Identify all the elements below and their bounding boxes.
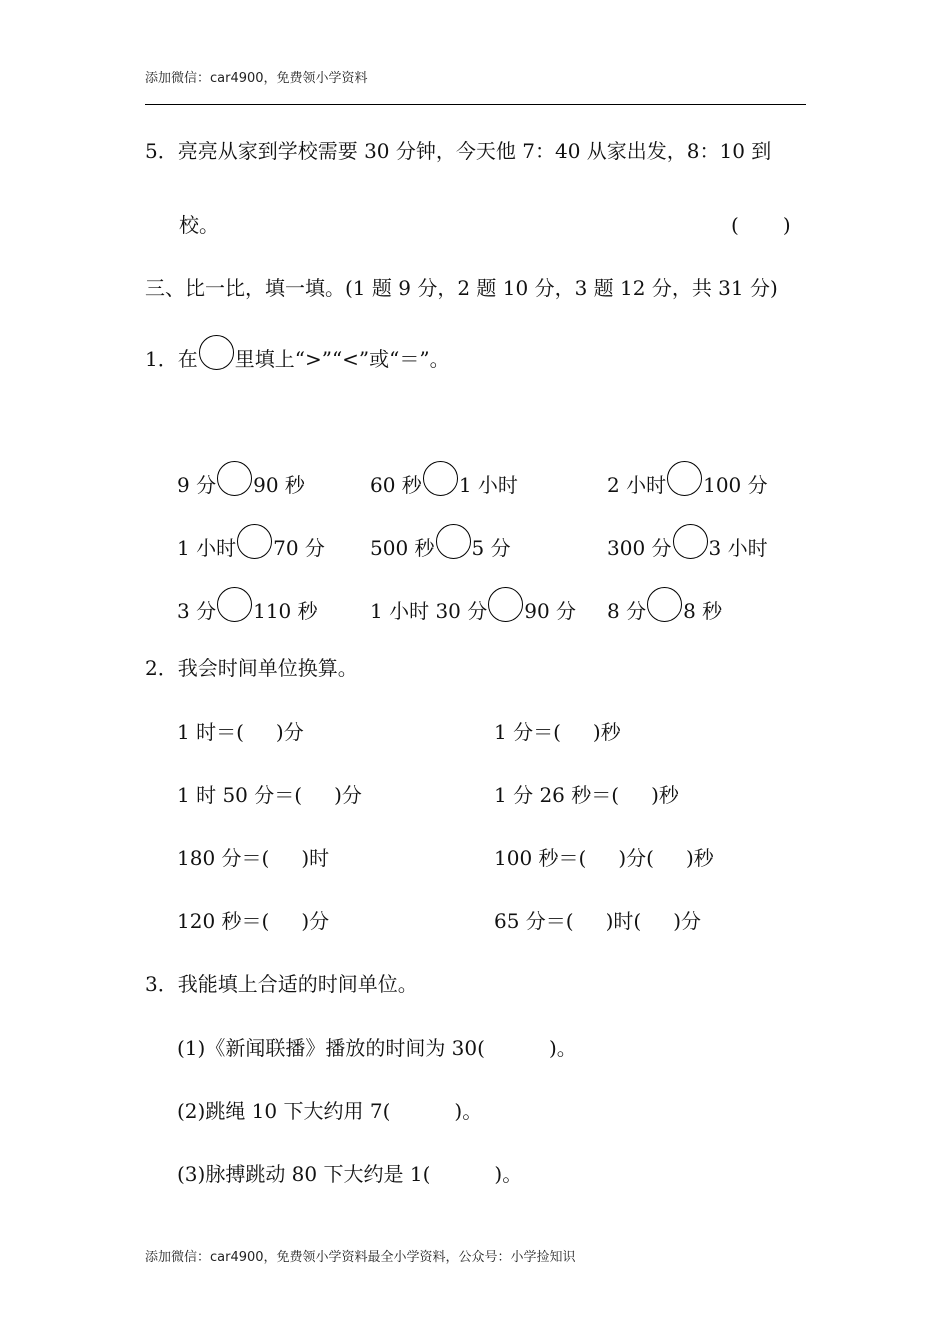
section3-title: 三、比一比，填一填。(1 题 9 分，2 题 10 分，3 题 12 分，共 31 分)	[145, 276, 778, 300]
answer-circle[interactable]	[217, 587, 252, 622]
answer-circle[interactable]	[217, 461, 252, 496]
footer-text: 添加微信：car4900，免费领小学资料最全小学资料，公众号：小学捡知识	[145, 1250, 576, 1265]
compare-item: 2 小时 100 分	[607, 469, 768, 504]
p2-title: 2．我会时间单位换算。	[145, 656, 358, 680]
conversion-item: 1 时＝( )分	[177, 720, 304, 744]
unit-item: (2)跳绳 10 下大约用 7( )。	[177, 1099, 483, 1123]
p3-title: 3．我能填上合适的时间单位。	[145, 972, 418, 996]
compare-item: 500 秒 5 分	[370, 532, 511, 567]
compare-item: 8 分 8 秒	[607, 595, 722, 630]
paren-close: )	[782, 213, 791, 237]
answer-circle[interactable]	[488, 587, 523, 622]
p1-prefix: 1．在	[145, 347, 198, 371]
compare-item: 300 分 3 小时	[607, 532, 768, 567]
compare-item: 1 小时 70 分	[177, 532, 325, 567]
compare-item: 9 分 90 秒	[177, 469, 305, 504]
conversion-item: 1 分＝( )秒	[494, 720, 621, 744]
header-text: 添加微信：car4900，免费领小学资料	[145, 71, 368, 86]
conversion-item: 1 时 50 分＝( )分	[177, 783, 362, 807]
paren-open: (	[731, 213, 739, 237]
conversion-item: 180 分＝( )时	[177, 846, 330, 870]
answer-circle[interactable]	[237, 524, 272, 559]
conversion-item: 100 秒＝( )分( )秒	[494, 846, 714, 870]
answer-circle[interactable]	[673, 524, 708, 559]
conversion-item: 120 秒＝( )分	[177, 909, 330, 933]
comparison-circle	[199, 335, 234, 370]
q5-answer-paren	[731, 213, 791, 237]
unit-item: (3)脉搏跳动 80 下大约是 1( )。	[177, 1162, 523, 1186]
answer-circle[interactable]	[423, 461, 458, 496]
conversion-item: 1 分 26 秒＝( )秒	[494, 783, 679, 807]
answer-circle[interactable]	[436, 524, 471, 559]
answer-circle[interactable]	[667, 461, 702, 496]
q5-line2: 校。	[179, 213, 219, 237]
compare-item: 1 小时 30 分 90 分	[370, 595, 576, 630]
conversion-item: 65 分＝( )时( )分	[494, 909, 702, 933]
answer-circle[interactable]	[647, 587, 682, 622]
compare-item: 60 秒 1 小时	[370, 469, 518, 504]
unit-item: (1)《新闻联播》播放的时间为 30( )。	[177, 1036, 577, 1060]
p1-title	[145, 343, 450, 378]
p1-suffix: 里填上“>”“<”或“＝”。	[234, 347, 450, 371]
q5-line1: 5．亮亮从家到学校需要 30 分钟，今天他 7：40 从家出发，8：10 到	[145, 139, 772, 163]
header-divider	[145, 104, 806, 105]
compare-item: 3 分 110 秒	[177, 595, 318, 630]
